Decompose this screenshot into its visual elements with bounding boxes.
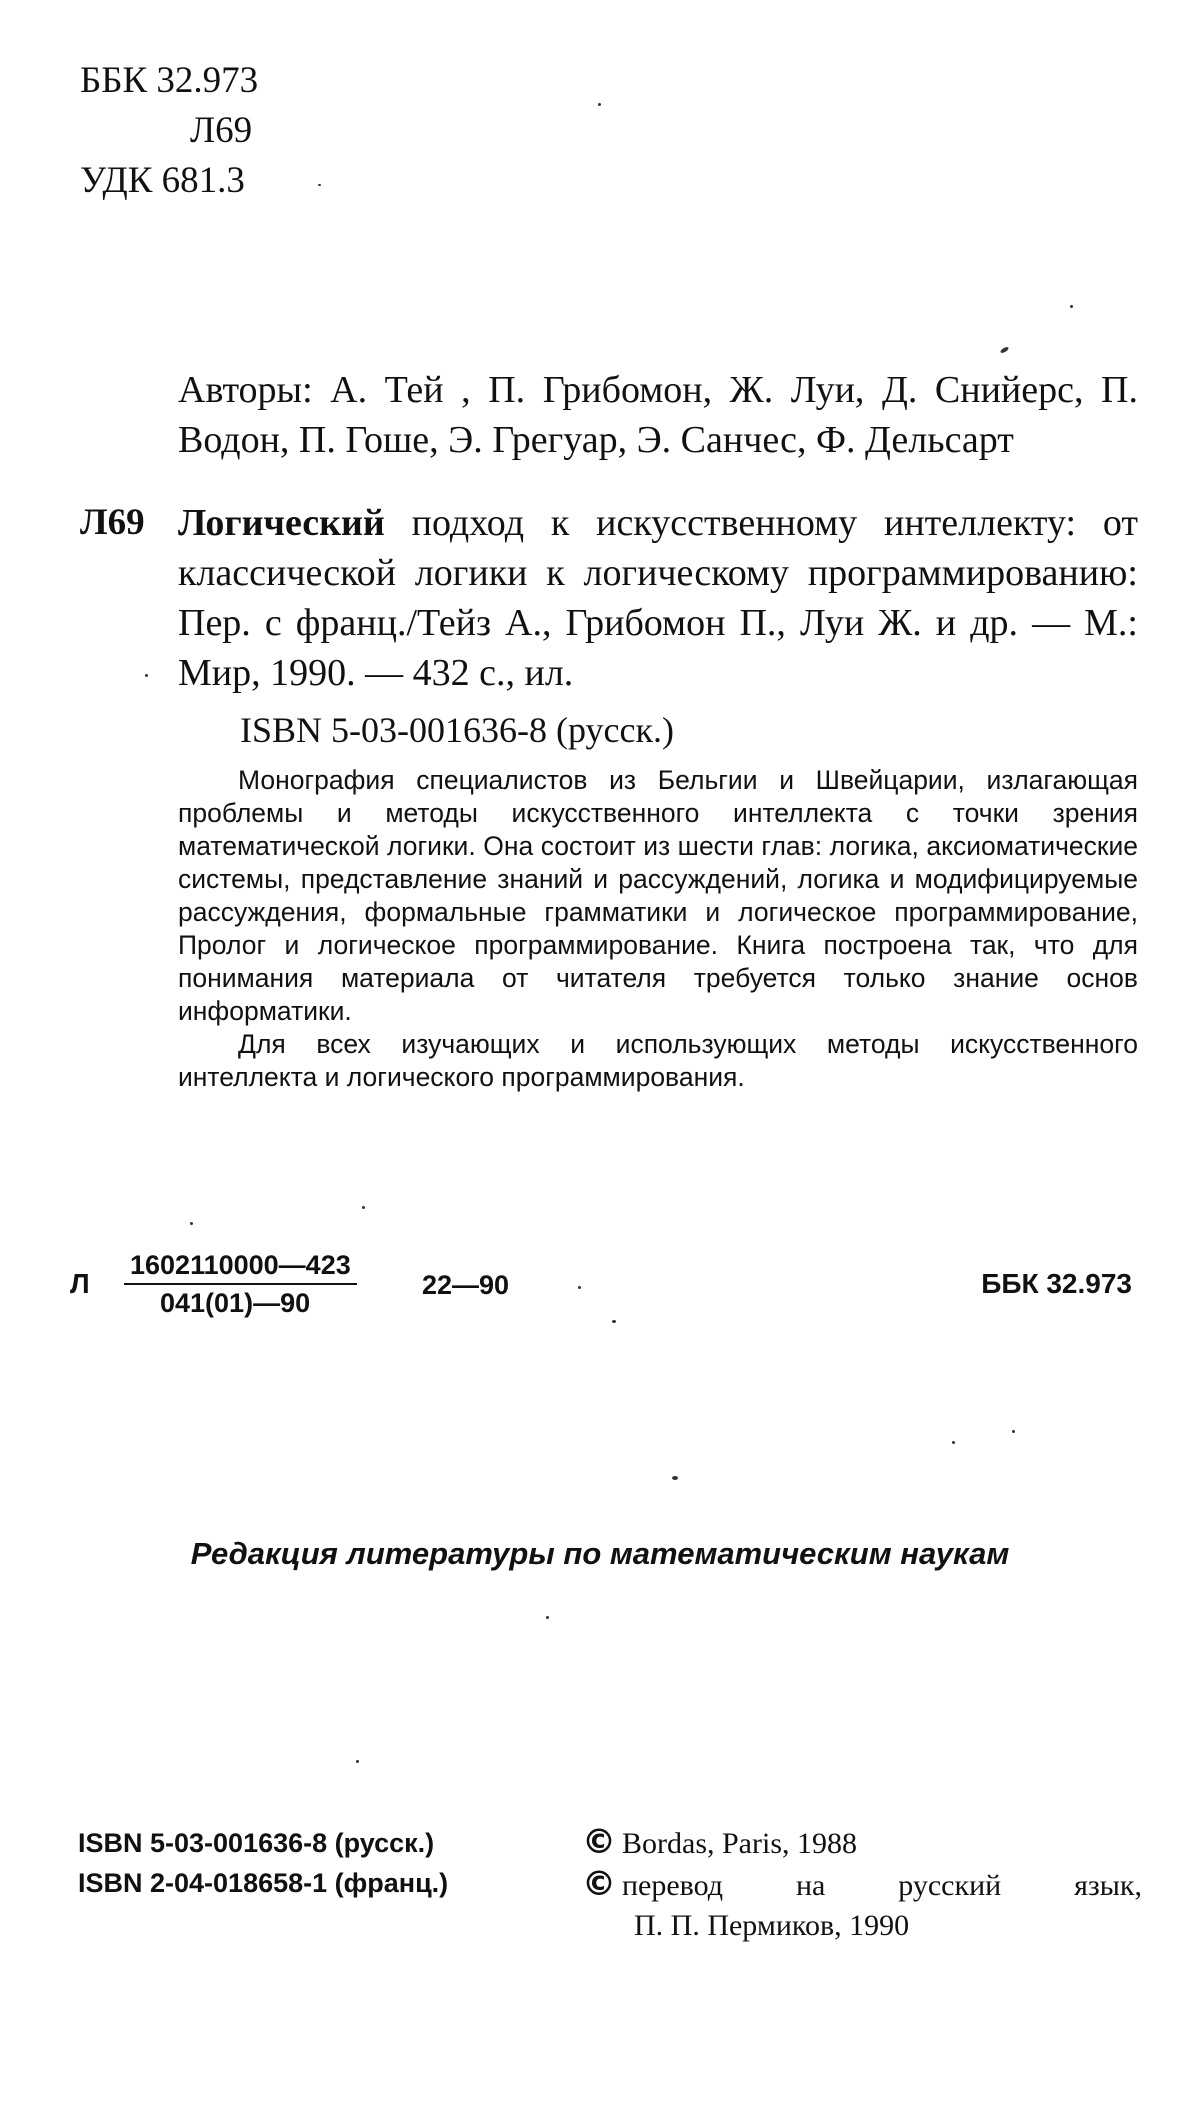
copyright-row-2 (582, 1864, 1142, 1906)
scan-speck (145, 674, 148, 677)
annotation-paragraph-2: Для всех изучающих и использующих методы искусственного интеллекта и логического программирования. (178, 1029, 1138, 1092)
udk-code: УДК 681.3 (80, 160, 245, 201)
classification-block (80, 56, 258, 206)
annotation-paragraph-1: Монография специалистов из Бельгии и Швейцарии, излагающая проблемы и методы искусственного интеллекта с точки зрения математической логики. Она состоит из шести глав: логика, аксиоматические системы, представление знаний и рассуждений, логика и модифицируемые рассуждения, формальные грамматики и логическое программирование, Пролог и логическое программирование. Книга построена так, что для понимания материала от читателя требуется только знание основ информатики. (178, 765, 1138, 1026)
index-tail: 22—90 (422, 1270, 510, 1300)
copyright-translator: П. П. Пермиков, 1990 (634, 1909, 910, 1942)
index-letter: Л (70, 1268, 90, 1299)
scan-speck (598, 103, 601, 106)
copyright-word: русский (898, 1869, 1002, 1902)
entry-text: подход к искусственному интеллекту: от классической логики к логическому программированию: Пер. с франц./Тейз А., Грибомон П., Луи Ж. и др. — М.: Мир, 1990. — 432 с., ил. (178, 502, 1138, 694)
copyright-original: Bordas, Paris, 1988 (622, 1827, 857, 1860)
scan-speck (362, 1206, 365, 1209)
copyright-word: на (795, 1869, 826, 1902)
copyright-word: перевод (622, 1869, 724, 1902)
index-denominator: 041(01)—90 (160, 1288, 311, 1318)
entry-code: Л69 (80, 502, 145, 543)
scan-speck (546, 1616, 549, 1619)
scan-speck (1000, 346, 1010, 354)
scan-speck (952, 1441, 955, 1444)
copyright-icon: © (582, 1864, 616, 1904)
scan-speck (1012, 1430, 1015, 1433)
copyright-block (582, 1822, 1142, 1946)
isbn-main: ISBN 5-03-001636-8 (русск.) (240, 710, 674, 750)
index-fraction (124, 1250, 357, 1319)
scan-speck (190, 1222, 193, 1225)
index-numerator: 1602110000—423 (124, 1250, 357, 1285)
annotation (178, 764, 1138, 1094)
scan-speck (612, 1320, 616, 1323)
isbn-russian: ISBN 5-03-001636-8 (русск.) (78, 1828, 435, 1858)
isbn-french: ISBN 2-04-018658-1 (франц.) (78, 1868, 449, 1898)
scan-speck (578, 1286, 581, 1289)
bibliographic-entry (178, 498, 1138, 698)
copyright-word: язык, (1074, 1869, 1142, 1902)
author-mark: Л69 (190, 110, 253, 151)
copyright-row-1 (582, 1822, 1142, 1864)
copyright-icon: © (582, 1822, 616, 1862)
entry-title-lead: Логический (178, 502, 385, 544)
authors-list: Авторы: А. Тей , П. Грибомон, Ж. Луи, Д. Снийерс, П. Водон, П. Гоше, Э. Грегуар, Э. Санчес, Ф. Дельсарт (178, 369, 1138, 461)
scan-speck (318, 184, 321, 186)
scan-speck (672, 1476, 678, 1480)
isbn-list (78, 1823, 448, 1903)
editorial-office: Редакция литературы по математическим наукам (190, 1536, 1010, 1571)
scan-speck (1070, 305, 1073, 308)
bbk-code-right: ББК 32.973 (981, 1268, 1132, 1299)
copyright-translation (622, 1866, 1142, 1906)
bbk-code: ББК 32.973 (80, 60, 259, 101)
scan-speck (356, 1760, 359, 1763)
